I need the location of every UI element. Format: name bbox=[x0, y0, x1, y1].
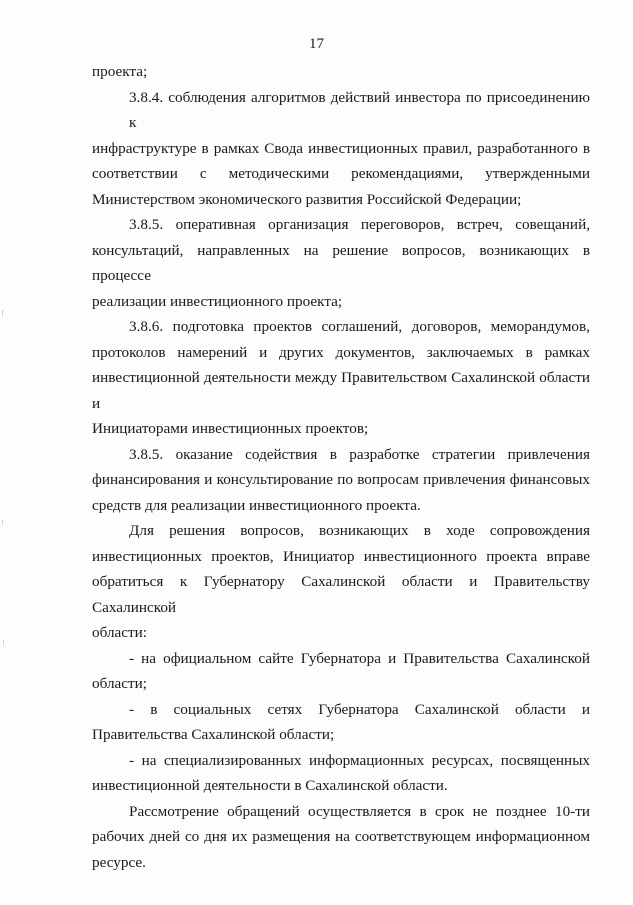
paragraph bbox=[92, 748, 590, 799]
text-line: инвестиционных проектов, Инициатор инвестиционного проекта вправе bbox=[92, 547, 590, 565]
text-line: Правительства Сахалинской области; bbox=[92, 726, 335, 743]
text-line: 3.8.6. подготовка проектов соглашений, договоров, меморандумов, bbox=[129, 318, 590, 335]
page-number: 17 bbox=[309, 36, 324, 52]
text-line: консультаций, направленных на решение вопросов, возникающих в процессе bbox=[92, 241, 590, 284]
text-line: инфраструктуре в рамках Свода инвестиционных правил, разработанного в bbox=[92, 139, 590, 157]
paragraph bbox=[92, 314, 590, 442]
paragraph bbox=[92, 442, 590, 519]
scan-mark bbox=[2, 520, 3, 525]
text-line: 3.8.5. оказание содействия в разработке стратегии привлечения bbox=[129, 445, 590, 463]
paragraph bbox=[92, 697, 590, 748]
text-line: средств для реализации инвестиционного проекта. bbox=[92, 496, 421, 514]
scan-mark bbox=[2, 310, 3, 316]
text-line: финансирования и консультирование по вопросам привлечения финансовых bbox=[92, 471, 590, 488]
text-line: протоколов намерений и других документов, заключаемых в рамках bbox=[92, 343, 590, 361]
scan-mark bbox=[3, 640, 4, 645]
paragraph bbox=[92, 85, 590, 213]
text-line: реализации инвестиционного проекта; bbox=[92, 292, 343, 310]
text-line: области: bbox=[92, 624, 147, 641]
text-line: Министерством экономического развития Российской Федерации; bbox=[92, 190, 522, 208]
text-line: рабочих дней со дня их размещения на соответствующем информационном bbox=[92, 828, 590, 845]
text-line: - на официальном сайте Губернатора и Правительства Сахалинской bbox=[129, 649, 590, 667]
paragraph bbox=[92, 518, 590, 646]
paragraph bbox=[92, 212, 590, 314]
paragraph bbox=[92, 646, 590, 697]
text-line: соответствии с методическими рекомендациями, утвержденными bbox=[92, 165, 590, 182]
paragraph bbox=[92, 59, 590, 85]
text-line: - в социальных сетях Губернатора Сахалинской области и bbox=[129, 700, 590, 718]
document-body bbox=[92, 59, 590, 875]
text-line: Рассмотрение обращений осуществляется в срок не позднее 10-ти bbox=[129, 802, 590, 820]
text-line: инвестиционной деятельности между Правительством Сахалинской области и bbox=[92, 369, 590, 412]
text-line: Для решения вопросов, возникающих в ходе сопровождения bbox=[129, 522, 590, 539]
text-line: ресурсе. bbox=[92, 853, 146, 871]
text-line: 3.8.4. соблюдения алгоритмов действий инвестора по присоединению к bbox=[129, 88, 590, 131]
text-line: проекта; bbox=[92, 63, 148, 80]
paragraph bbox=[92, 799, 590, 876]
text-line: обратиться к Губернатору Сахалинской области и Правительству Сахалинской bbox=[92, 573, 590, 616]
text-line: области; bbox=[92, 675, 147, 692]
text-line: Инициаторами инвестиционных проектов; bbox=[92, 420, 369, 437]
text-line: 3.8.5. оперативная организация переговоров, встреч, совещаний, bbox=[129, 216, 590, 233]
text-line: - на специализированных информационных ресурсах, посвященных bbox=[129, 751, 590, 769]
text-line: инвестиционной деятельности в Сахалинской области. bbox=[92, 777, 448, 794]
